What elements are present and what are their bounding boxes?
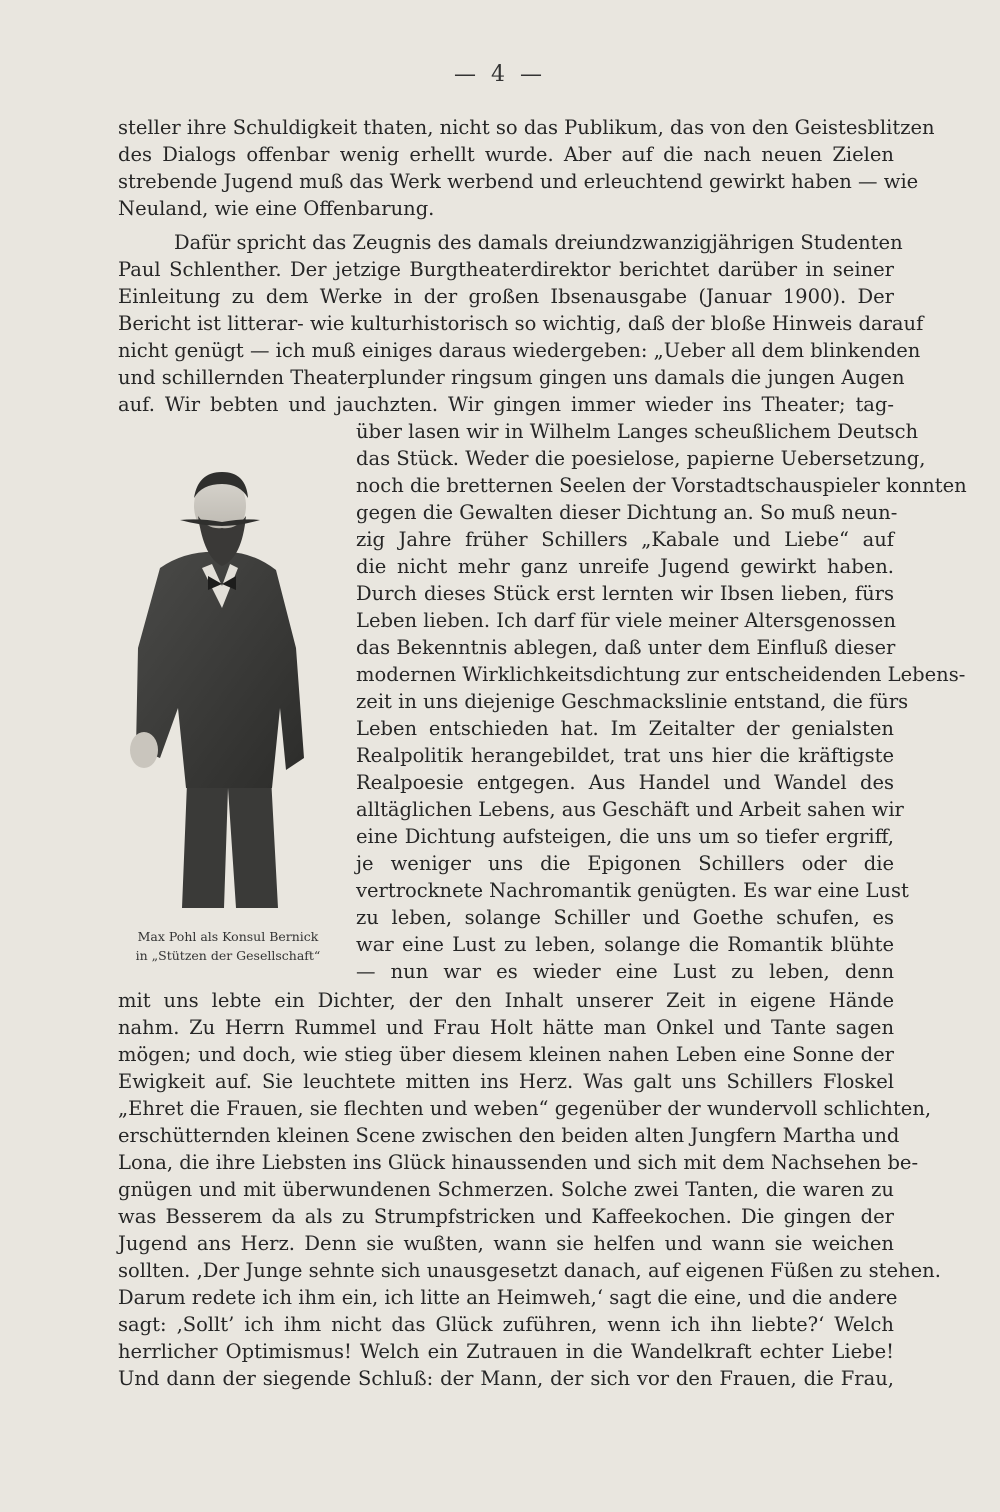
text-line: gegen die Gewalten dieser Dichtung an. So muß neun- bbox=[356, 501, 898, 524]
text-line: strebende Jugend muß das Werk werbend und erleuchtend gewirkt haben — wie bbox=[118, 170, 919, 193]
text-line: sagt: ‚Sollt’ ich ihm nicht das Glück zuführen, wenn ich ihn liebte?‘ Welch bbox=[118, 1313, 894, 1336]
text-line: Bericht ist litterar- wie kulturhistorisch so wichtig, daß der bloße Hinweis darauf bbox=[118, 312, 924, 335]
text-line: über lasen wir in Wilhelm Langes scheußlichem Deutsch bbox=[356, 420, 919, 443]
text-line: alltäglichen Lebens, aus Geschäft und Arbeit sahen wir bbox=[356, 798, 904, 821]
text-line: was Besserem da als zu Strumpfstricken und Kaffeekochen. Die gingen der bbox=[118, 1205, 894, 1228]
portrait-figure-icon bbox=[100, 458, 340, 908]
text-line: Dafür spricht das Zeugnis des damals dreiundzwanzigjährigen Studenten bbox=[174, 231, 903, 254]
text-line: Durch dieses Stück erst lernten wir Ibsen lieben, fürs bbox=[356, 582, 894, 605]
portrait-photo bbox=[100, 458, 340, 908]
photo-caption-line-1: Max Pohl als Konsul Bernick bbox=[137, 929, 319, 944]
text-line: auf. Wir bebten und jauchzten. Wir gingen immer wieder ins Theater; tag- bbox=[118, 393, 894, 416]
text-line: nicht genügt — ich muß einiges daraus wiedergeben: „Ueber all dem blinkenden bbox=[118, 339, 921, 362]
text-line: mit uns lebte ein Dichter, der den Inhalt unserer Zeit in eigene Hände bbox=[118, 989, 894, 1012]
text-line: die nicht mehr ganz unreife Jugend gewirkt haben. bbox=[356, 555, 894, 578]
text-line: mögen; und doch, wie stieg über diesem kleinen nahen Leben eine Sonne der bbox=[118, 1043, 894, 1066]
text-line: Leben lieben. Ich darf für viele meiner Altersgenossen bbox=[356, 609, 896, 632]
text-line: Leben entschieden hat. Im Zeitalter der genialsten bbox=[356, 717, 894, 740]
text-line: Einleitung zu dem Werke in der großen Ibsenausgabe (Januar 1900). Der bbox=[118, 285, 894, 308]
text-line: Realpolitik herangebildet, trat uns hier die kräftigste bbox=[356, 744, 894, 767]
text-line: des Dialogs offenbar wenig erhellt wurde. Aber auf die nach neuen Zielen bbox=[118, 143, 894, 166]
text-line: Ewigkeit auf. Sie leuchtete mitten ins Herz. Was galt uns Schillers Floskel bbox=[118, 1070, 894, 1093]
text-line: Und dann der siegende Schluß: der Mann, der sich vor den Frauen, die Frau, bbox=[118, 1367, 894, 1390]
text-line: steller ihre Schuldigkeit thaten, nicht so das Publikum, das von den Geistesblitzen bbox=[118, 116, 935, 139]
text-line: herrlicher Optimismus! Welch ein Zutrauen in die Wandelkraft echter Liebe! bbox=[118, 1340, 894, 1363]
text-line: — nun war es wieder eine Lust zu leben, denn bbox=[356, 960, 894, 983]
page-number: — 4 — bbox=[454, 62, 546, 87]
text-line: nahm. Zu Herrn Rummel und Frau Holt hätte man Onkel und Tante sagen bbox=[118, 1016, 894, 1039]
text-line: Lona, die ihre Liebsten ins Glück hinaussenden und sich mit dem Nachsehen be- bbox=[118, 1151, 919, 1174]
text-line: Darum redete ich ihm ein, ich litte an Heimweh,‘ sagt die eine, und die andere bbox=[118, 1286, 898, 1309]
text-line: noch die bretternen Seelen der Vorstadtschauspieler konnten bbox=[356, 474, 967, 497]
text-line: zeit in uns diejenige Geschmackslinie entstand, die fürs bbox=[356, 690, 909, 713]
text-line: Neuland, wie eine Offenbarung. bbox=[118, 197, 435, 220]
text-line: modernen Wirklichkeitsdichtung zur entscheidenden Lebens- bbox=[356, 663, 966, 686]
text-line: zu leben, solange Schiller und Goethe schufen, es bbox=[356, 906, 894, 929]
text-line: erschütternden kleinen Scene zwischen den beiden alten Jungfern Martha und bbox=[118, 1124, 900, 1147]
text-line: das Stück. Weder die poesielose, papierne Uebersetzung, bbox=[356, 447, 926, 470]
text-line: je weniger uns die Epigonen Schillers oder die bbox=[356, 852, 894, 875]
text-line: vertrocknete Nachromantik genügten. Es war eine Lust bbox=[356, 879, 909, 902]
text-line: sollten. ‚Der Junge sehnte sich unausgesetzt danach, auf eigenen Füßen zu stehen. bbox=[118, 1259, 941, 1282]
text-line: zig Jahre früher Schillers „Kabale und Liebe“ auf bbox=[356, 528, 894, 551]
text-line: Paul Schlenther. Der jetzige Burgtheaterdirektor berichtet darüber in seiner bbox=[118, 258, 894, 281]
photo-caption-line-2: in „Stützen der Gesellschaft“ bbox=[135, 948, 321, 963]
text-line: und schillernden Theaterplunder ringsum gingen uns damals die jungen Augen bbox=[118, 366, 905, 389]
text-line: Jugend ans Herz. Denn sie wußten, wann sie helfen und wann sie weichen bbox=[118, 1232, 894, 1255]
text-line: „Ehret die Frauen, sie flechten und weben“ gegenüber der wundervoll schlichten, bbox=[118, 1097, 932, 1120]
text-line: gnügen und mit überwundenen Schmerzen. Solche zwei Tanten, die waren zu bbox=[118, 1178, 894, 1201]
text-line: das Bekenntnis ablegen, daß unter dem Einfluß dieser bbox=[356, 636, 896, 659]
text-line: war eine Lust zu leben, solange die Romantik blühte bbox=[356, 933, 894, 956]
text-line: eine Dichtung aufsteigen, die uns um so tiefer ergriff, bbox=[356, 825, 894, 848]
text-line: Realpoesie entgegen. Aus Handel und Wandel des bbox=[356, 771, 894, 794]
